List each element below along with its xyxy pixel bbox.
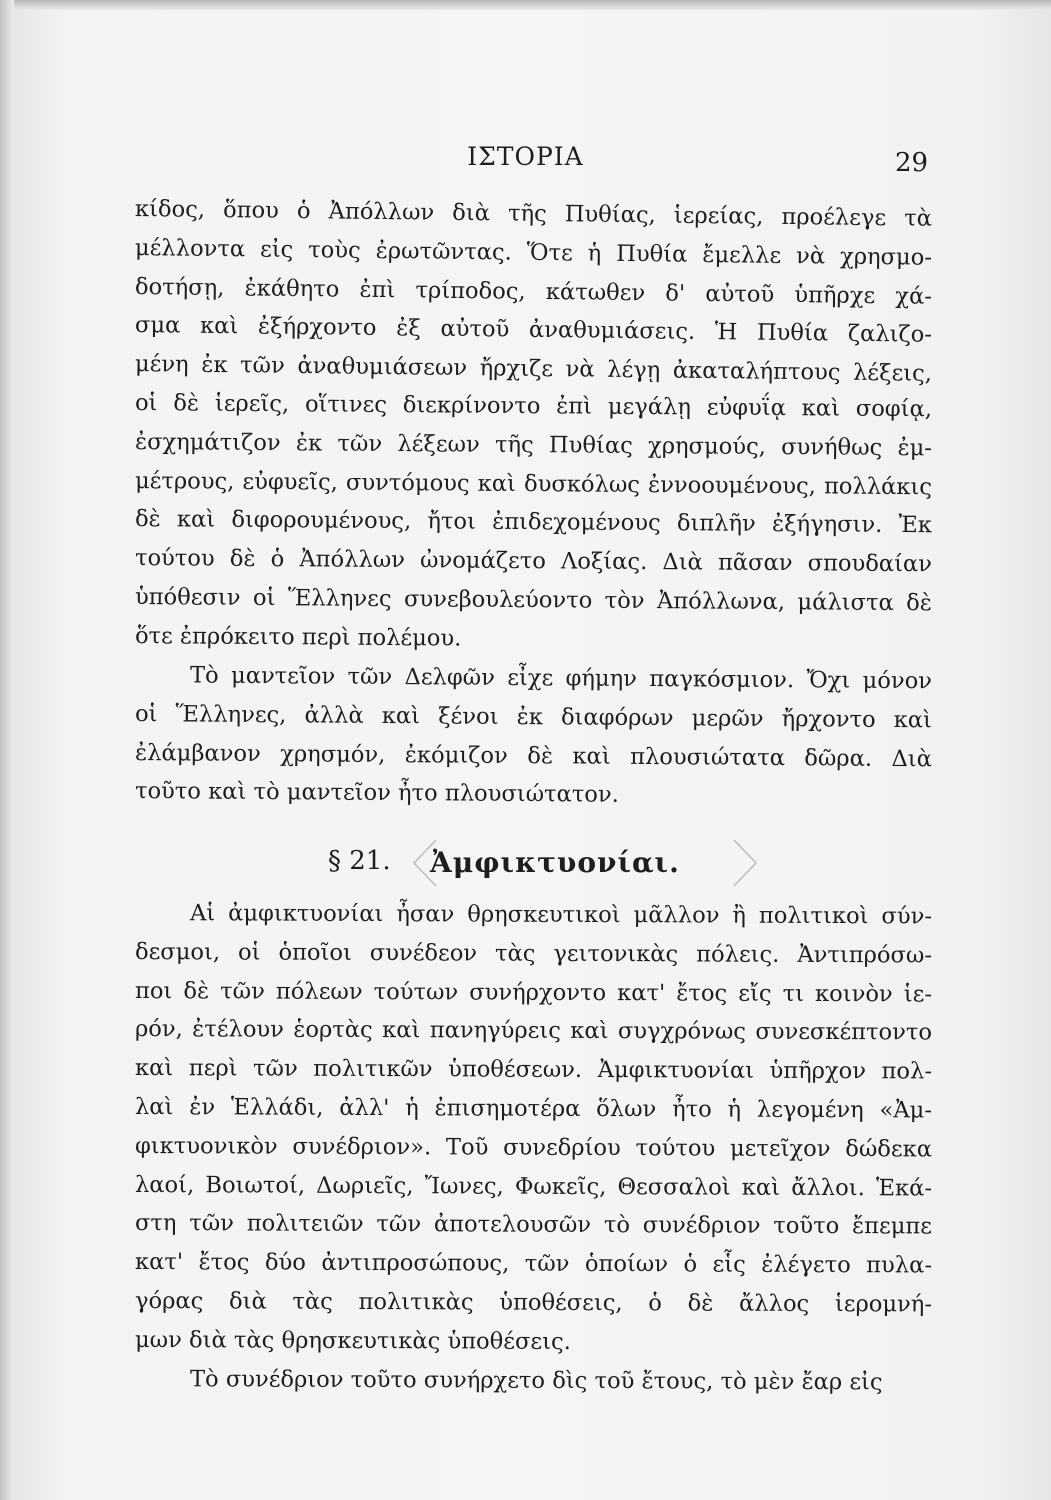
- text-line: μων διὰ τὰς θρησκευτικὰς ὑποθέσεις.: [134, 1326, 571, 1355]
- text-line: ἐσχημάτιζον ἐκ τῶν λέξεων τῆς Πυθίας χρησμούς, συνήθως ἐμ-: [134, 428, 933, 462]
- paragraph-oracle-fame: [135, 656, 932, 811]
- text-line: σμα καὶ ἐξήρχοντο ἐξ αὐτοῦ ἀναθυμιάσεις. Ἡ Πυθία ζαλιζο-: [134, 312, 933, 349]
- text-line: καὶ περὶ τῶν πολιτικῶν ὑποθέσεων. Ἀμφικτυονίαι ὑπῆρχον πολ-: [134, 1055, 933, 1085]
- text-line: τούτου δὲ ὁ Ἀπόλλων ὠνομάζετο Λοξίας. Διὰ πᾶσαν σπουδαίαν: [134, 545, 933, 578]
- right-angle-bracket-ornament: [730, 838, 760, 888]
- scan-top-edge: [0, 0, 1051, 10]
- text-line: κατ' ἔτος δύο ἀντιπροσώπους, τῶν ὁποίων ὁ εἷς ἐλέγετο πυλα-: [134, 1249, 933, 1279]
- section-number: § 21.: [328, 846, 391, 876]
- text-line: γόρας διὰ τὰς πολιτικὰς ὑποθέσεις, ὁ δὲ ἄλλος ἱερομνή-: [134, 1287, 933, 1318]
- text-line: στη τῶν πολιτειῶν τῶν ἀποτελουσῶν τὸ συνέδριον τοῦτο ἔπεμπε: [134, 1210, 933, 1240]
- text-line: μένη ἐκ τῶν ἀναθυμιάσεων ἤρχιζε νὰ λέγῃ ἀκαταλήπτους λέξεις,: [134, 351, 933, 387]
- text-line: δὲ καὶ διφορουμένους, ἤτοι ἐπιδεχομένους διπλῆν ἐξήγησιν. Ἐκ: [134, 506, 933, 539]
- text-line: Τὸ συνέδριον τοῦτο συνήρχετο δὶς τοῦ ἔτους, τὸ μὲν ἔαρ εἰς: [189, 1365, 883, 1395]
- text-line: λαὶ ἐν Ἑλλάδι, ἀλλ' ἡ ἐπισημοτέρα ὅλων ἦτο ἡ λεγομένη «Ἀμ-: [134, 1093, 933, 1124]
- text-line: ὅτε ἐπρόκειτο περὶ πολέμου.: [134, 622, 462, 652]
- section-heading: [320, 838, 760, 888]
- text-line: ἐλάμβανον χρησμόν, ἐκόμιζον δὲ καὶ πλουσιώτατα δῶρα. Διὰ: [134, 739, 933, 772]
- text-line: ποι δὲ τῶν πόλεων τούτων συνήρχοντο κατ' ἔτος εἴς τι κοινὸν ἱε-: [134, 977, 933, 1008]
- paragraph-oracle-description: [135, 190, 932, 656]
- section-title: Ἀμφικτυονίαι.: [430, 846, 680, 879]
- text-line: οἱ Ἕλληνες, ἀλλὰ καὶ ξένοι ἐκ διαφόρων μερῶν ἤρχοντο καὶ: [134, 700, 933, 734]
- running-title: ΙΣΤΟΡΙΑ: [467, 142, 584, 171]
- text-line: δεσμοι, οἱ ὁποῖοι συνέδεον τὰς γειτονικὰς πόλεις. Ἀντιπρόσω-: [134, 938, 933, 969]
- scan-binding-edge: [0, 0, 14, 1500]
- running-head: [0, 142, 1051, 182]
- text-line: Τὸ μαντεῖον τῶν Δελφῶν εἶχε φήμην παγκόσμιον. Ὄχι μόνον: [189, 662, 933, 695]
- text-line: φικτυονικὸν συνέδριον». Τοῦ συνεδρίου τούτου μετεῖχον δώδεκα: [134, 1132, 933, 1163]
- text-line: Αἱ ἀμφικτυονίαι ἦσαν θρησκευτικοὶ μᾶλλον ἢ πολιτικοὶ σύν-: [189, 900, 933, 930]
- paragraph-amphictyonies: [135, 894, 932, 1398]
- text-line: τοῦτο καὶ τὸ μαντεῖον ἦτο πλουσιώτατον.: [134, 778, 619, 809]
- text-line: ὑπόθεσιν οἱ Ἕλληνες συνεβουλεύοντο τὸν Ἀπόλλωνα, μάλιστα δὲ: [134, 583, 933, 617]
- text-line: μέλλοντα εἰς τοὺς ἐρωτῶντας. Ὅτε ἡ Πυθία ἔμελλε νὰ χρησμο-: [134, 234, 933, 271]
- text-line: οἱ δὲ ἱερεῖς, οἵτινες διεκρίνοντο ἐπὶ μεγάλῃ εὐφυΐᾳ καὶ σοφίᾳ,: [134, 389, 933, 423]
- text-line: μέτρους, εὐφυεῖς, συντόμους καὶ δυσκόλως ἐννοουμένους, πολλάκις: [134, 467, 933, 500]
- text-line: λαοί, Βοιωτοί, Δωριεῖς, Ἴωνες, Φωκεῖς, Θεσσαλοὶ καὶ ἄλλοι. Ἑκά-: [134, 1171, 933, 1202]
- page-number: 29: [895, 148, 929, 178]
- text-line: ρόν, ἐτέλουν ἑορτὰς καὶ πανηγύρεις καὶ συγχρόνως συνεσκέπτοντο: [134, 1016, 933, 1046]
- text-line: δοτήσῃ, ἐκάθητο ἐπὶ τρίποδος, κάτωθεν δ' αὐτοῦ ὑπῆρχε χά-: [134, 273, 933, 310]
- text-line: κίδος, ὅπου ὁ Ἀπόλλων διὰ τῆς Πυθίας, ἱερείας, προέλεγε τὰ: [134, 196, 933, 232]
